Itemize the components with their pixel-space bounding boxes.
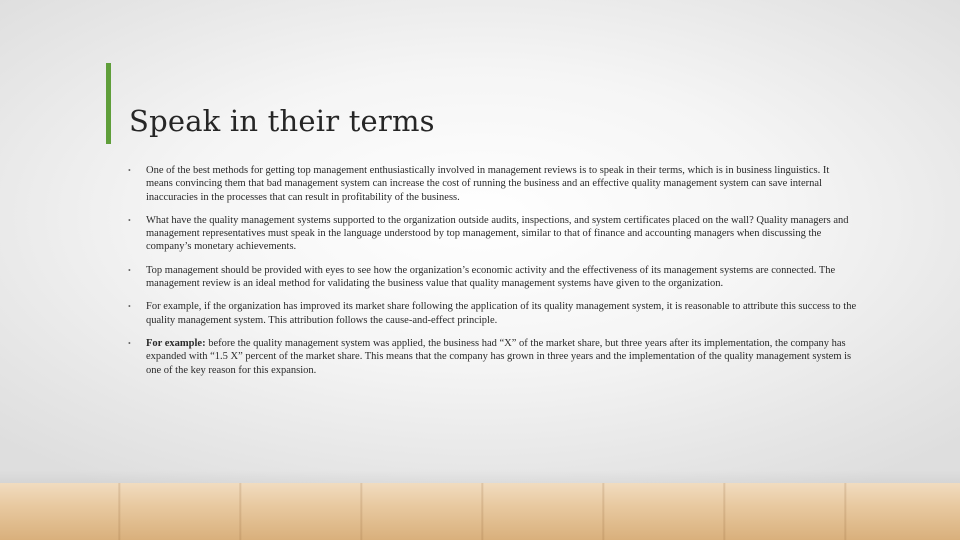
- bullet-text: What have the quality management systems supported to the organization outside audits, inspections, and system certificates placed on the wall? Quality managers and management representatives must speak in the language understood by top management, similar to that of finance and accounting managers when discussing the company’s monetary achievements.: [146, 214, 849, 253]
- bullet-icon: •: [128, 166, 131, 175]
- bullet-item: [128, 337, 858, 377]
- bullet-list: [128, 164, 858, 387]
- bullet-text: For example, if the organization has improved its market share following the application of its quality management system, it is reasonable to attribute this success to the quality management system. This attribution follows the cause-and-effect principle.: [146, 301, 857, 326]
- bullet-item: [128, 300, 858, 327]
- bullet-text: One of the best methods for getting top management enthusiastically involved in management reviews is to speak in their terms, which is in business linguistics. It means convincing them that bad management system can increase the cost of running the business and an effective quality management system can save internal inaccuracies in the processes that can result in profitability of the business.: [146, 165, 830, 203]
- wood-floor: [0, 483, 960, 540]
- bullet-item: [128, 264, 858, 291]
- bullet-item: [128, 164, 858, 204]
- bullet-text: Top management should be provided with eyes to see how the organization’s economic activity and the effectiveness of its management systems are connected. The management review is an ideal method for validating the business value that quality management systems have given to the organization.: [146, 264, 836, 290]
- bullet-icon: •: [128, 302, 131, 312]
- slide-title: Speak in their terms: [129, 104, 435, 138]
- bullet-icon: •: [128, 338, 131, 348]
- bullet-text: before the quality management system was applied, the business had “X” of the market share, but three years after its implementation, the company has expanded with “1.5 X” percent of the market share. This means that the company has grown in three years and the implementation of the quality management system is one of the key reason for this expansion.: [146, 337, 852, 376]
- bullet-item: [128, 214, 858, 254]
- bullet-icon: •: [128, 215, 131, 225]
- bullet-icon: •: [128, 265, 131, 275]
- bullet-lead-text: For example:: [146, 337, 206, 349]
- title-accent-bar: [106, 63, 111, 144]
